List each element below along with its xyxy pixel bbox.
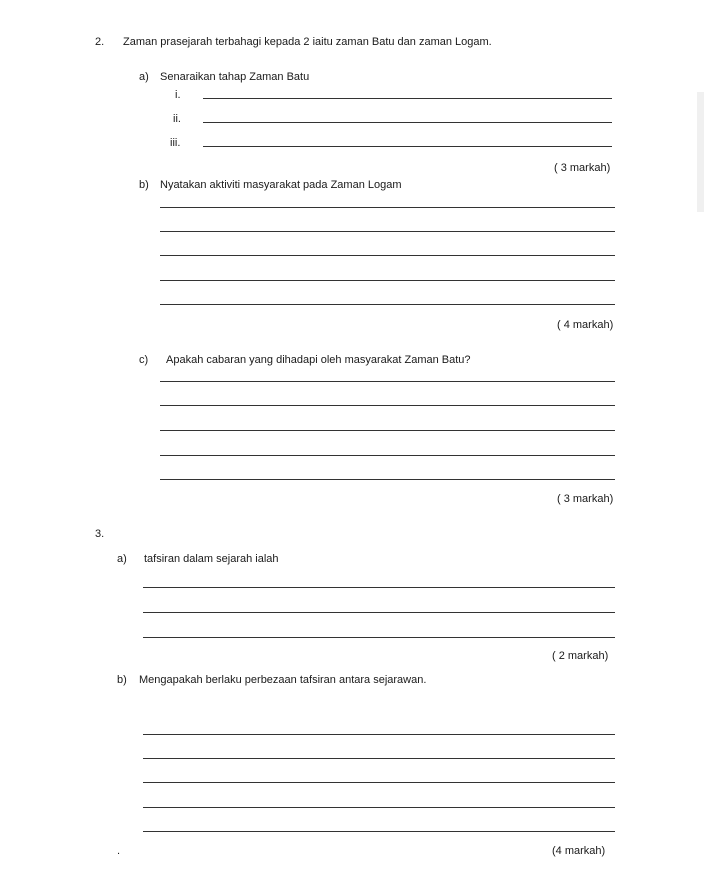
q2b-text: Nyatakan aktiviti masyarakat pada Zaman Logam: [160, 179, 402, 191]
q3b-text: Mengapakah berlaku perbezaan tafsiran antara sejarawan.: [139, 674, 427, 686]
q3b-marks: (4 markah): [552, 845, 606, 857]
q2a-label: a): [139, 71, 149, 83]
stray-period: .: [117, 845, 121, 857]
q3-number: 3.: [95, 528, 105, 540]
answer-line[interactable]: [160, 430, 615, 431]
roman-numeral-ii: ii.: [173, 113, 181, 125]
q2-text: Zaman prasejarah terbahagi kepada 2 iaitu zaman Batu dan zaman Logam.: [123, 36, 492, 48]
answer-line[interactable]: [160, 405, 615, 406]
q3a-label: a): [117, 553, 127, 565]
answer-line[interactable]: [160, 381, 615, 382]
q2b-label: b): [139, 179, 149, 191]
answer-line[interactable]: [160, 255, 615, 256]
q2a-marks: ( 3 markah): [554, 162, 611, 174]
q3a-text: tafsiran dalam sejarah ialah: [144, 553, 279, 565]
answer-line[interactable]: [160, 207, 615, 208]
answer-line[interactable]: [160, 280, 615, 281]
answer-line[interactable]: [160, 479, 615, 480]
q2b-marks: ( 4 markah): [557, 319, 614, 331]
answer-line[interactable]: [203, 122, 612, 123]
q2a-text: Senaraikan tahap Zaman Batu: [160, 71, 310, 83]
answer-line[interactable]: [160, 231, 615, 232]
q3a-marks: ( 2 markah): [552, 650, 609, 662]
answer-line[interactable]: [160, 304, 615, 305]
roman-numeral-i: i.: [175, 89, 181, 101]
answer-line[interactable]: [143, 587, 615, 588]
answer-line[interactable]: [203, 98, 612, 99]
answer-line[interactable]: [143, 831, 615, 832]
roman-numeral-iii: iii.: [170, 137, 181, 149]
answer-line[interactable]: [143, 637, 615, 638]
q2c-label: c): [139, 354, 149, 366]
scrollbar-edge[interactable]: [697, 92, 704, 212]
q2c-marks: ( 3 markah): [557, 493, 614, 505]
answer-line[interactable]: [143, 758, 615, 759]
answer-line[interactable]: [143, 734, 615, 735]
q2c-text: Apakah cabaran yang dihadapi oleh masyarakat Zaman Batu?: [166, 354, 471, 366]
answer-line[interactable]: [143, 782, 615, 783]
answer-line[interactable]: [143, 807, 615, 808]
answer-line[interactable]: [203, 146, 612, 147]
answer-line[interactable]: [143, 612, 615, 613]
q3b-label: b): [117, 674, 127, 686]
answer-line[interactable]: [160, 455, 615, 456]
q2-number: 2.: [95, 36, 105, 48]
